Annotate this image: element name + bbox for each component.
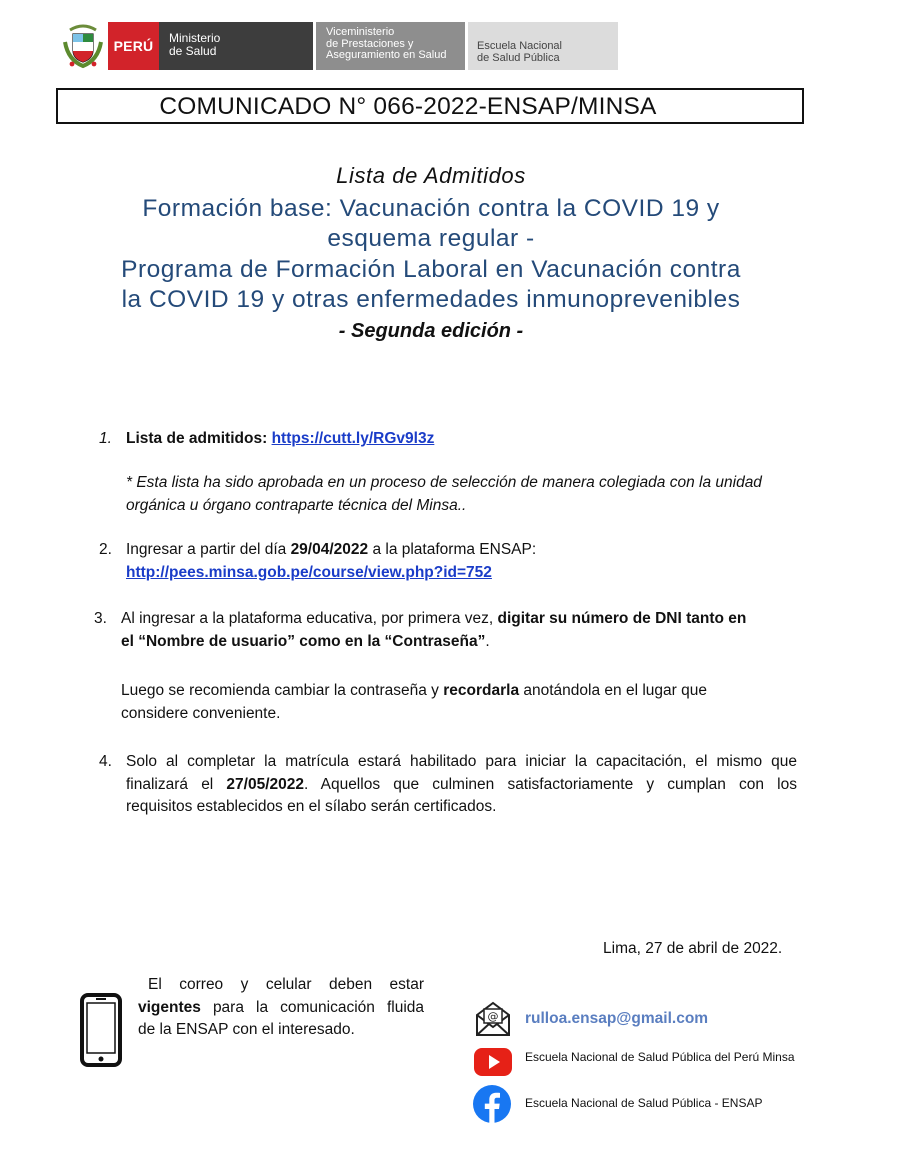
item-2-link-row [126,562,816,585]
coat-of-arms-icon [62,22,104,70]
note-line: * Esta lista ha sido aprobada en un proceso de selección de manera colegiada con la unidad [126,474,762,491]
place-date: Lima, 27 de abril de 2022. [603,940,783,957]
item-3-p2-line: considere conveniente. [121,704,281,722]
item-4-pre: finalizará el [126,775,227,793]
peru-logo [108,22,159,70]
p2-post: anotándola en el lugar que [519,682,707,699]
item-2-number: 2. [99,541,112,558]
contact-line: de la ENSAP con el interesado. [138,1021,355,1038]
viceministry-line: Viceministerio [326,26,395,38]
item-3-line [121,631,811,654]
p2-pre: Luego se recomienda cambiar la contraseña y [121,682,444,699]
item-3 [121,608,811,653]
svg-text:@: @ [487,1010,499,1023]
item-3-post: . [485,632,490,650]
program-title-line: Programa de Formación Laboral en Vacunación contra [121,256,741,283]
program-title-line: Formación base: Vacunación contra la COVID 19 y [142,195,720,222]
item-3-line [121,608,811,631]
contact-rest: para la comunicación fluida [200,998,424,1016]
item-4-post: . Aquellos que culminen satisfactoriamente y cumplan con los [304,775,797,793]
item-3-number: 3. [94,610,107,627]
youtube-icon[interactable] [473,1046,513,1078]
item-2 [126,539,816,584]
item-2-post: a la plataforma ENSAP: [368,541,537,558]
admitted-list-heading: Lista de Admitidos [336,163,526,188]
viceministry-line: de Prestaciones y [326,37,414,50]
admitted-list-link[interactable]: https://cutt.ly/RGv9l3z [271,430,435,447]
note-line: orgánica u órgano contraparte técnica del Minsa.. [126,496,467,514]
contact-line [138,997,424,1020]
program-title-line: esquema regular - [327,225,535,252]
communique-title-box [56,88,804,124]
end-date: 27/05/2022 [226,775,304,793]
item-3-bold: el “Nombre de usuario” como en la “Contraseña” [121,632,486,650]
item-1-number: 1. [99,430,112,447]
item-2-text [126,539,816,562]
ministry-logo [159,22,313,70]
item-1-label: Lista de admitidos: [126,430,268,447]
item-4 [126,751,797,819]
viceministry-logo [316,22,465,70]
email-envelope-icon [474,1001,512,1037]
communique-title: COMUNICADO N° 066-2022-ENSAP/MINSA [159,93,657,120]
contact-email[interactable]: rulloa.ensap@gmail.com [525,1010,709,1027]
platform-link[interactable]: http://pees.minsa.gob.pe/course/view.php?id=752 [126,563,492,581]
youtube-channel[interactable]: Escuela Nacional de Salud Pública del Perú Minsa [525,1050,795,1064]
item-1 [126,428,434,451]
contact-line: El correo y celular deben estar [148,976,424,993]
item-4-number: 4. [99,753,112,770]
school-line: de Salud Pública [477,52,560,64]
item-1-note [126,472,816,517]
item-4-line [126,774,797,797]
mobile-phone-icon [80,993,122,1067]
facebook-icon[interactable] [472,1084,512,1124]
viceministry-line: Aseguramiento en Salud [326,49,447,61]
contact-bold: vigentes [138,998,201,1016]
facebook-page[interactable]: Escuela Nacional de Salud Pública - ENSAP [525,1096,763,1110]
edition-label: - Segunda edición - [338,320,524,342]
school-logo [468,22,618,70]
item-3-paragraph-2 [121,680,811,725]
program-title-line: la COVID 19 y otras enfermedades inmunoprevenibles [121,286,741,313]
item-3-pre: Al ingresar a la plataforma educativa, por primera vez, [121,610,498,627]
item-3-p2-line [121,680,811,703]
ministry-line: de Salud [169,44,217,58]
school-line: Escuela Nacional [477,40,562,52]
ministry-line: Ministerio [169,31,221,45]
item-3-bold: digitar su número de DNI tanto en [497,610,747,627]
p2-bold: recordarla [443,682,520,699]
contact-note [138,974,424,1042]
start-date: 29/04/2022 [290,541,369,558]
item-4-line: Solo al completar la matrícula estará habilitado para iniciar la capacitación, el mismo que [126,753,797,770]
peru-label: PERÚ [113,38,154,54]
item-4-line: requisitos establecidos en el sílabo serán certificados. [126,798,497,815]
item-2-pre: Ingresar a partir del día [126,541,291,558]
